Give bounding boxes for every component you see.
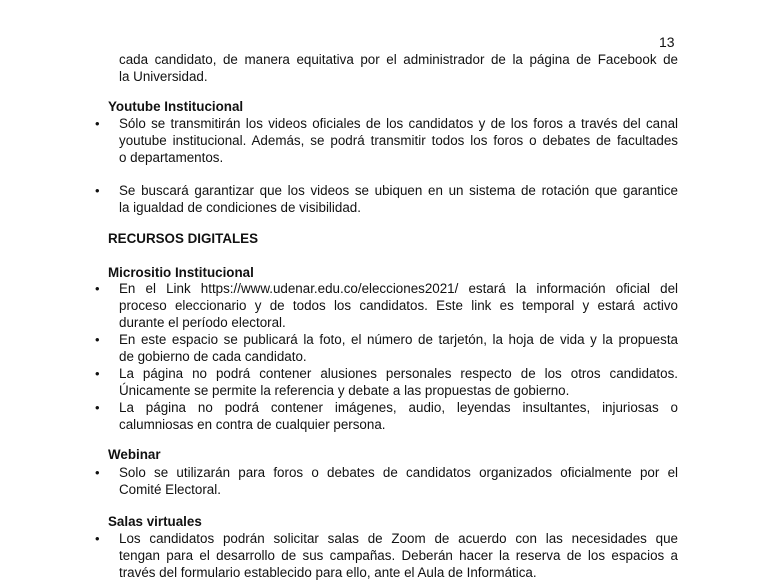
bullet-line: Comité Electoral.: [119, 482, 221, 497]
bullet-line: La página no podrá contener imágenes, audio, leyendas insultantes, injuriosas o: [119, 400, 678, 415]
bullet-icon: •: [95, 332, 100, 347]
bullet-icon: •: [95, 531, 100, 546]
bullet-item: [95, 182, 678, 216]
bullet-item: [95, 365, 678, 399]
section-heading-recursos-digitales: RECURSOS DIGITALES: [108, 231, 259, 246]
bullet-line: tengan para el desarrollo de sus campañas. Deberán hacer la reserva de los espacios a: [119, 548, 678, 563]
bullet-icon: •: [95, 183, 100, 198]
section-heading-micrositio: Micrositio Institucional: [108, 265, 254, 280]
bullet-line: En el Link https://www.udenar.edu.co/elecciones2021/ estará la información oficial del: [119, 281, 678, 296]
bullet-line: En este espacio se publicará la foto, el número de tarjetón, la hoja de vida y la propuesta: [119, 332, 678, 347]
paragraph-line: la Universidad.: [119, 69, 208, 84]
bullet-line: Los candidatos podrán solicitar salas de Zoom de acuerdo con las necesidades que: [119, 531, 678, 546]
bullet-icon: •: [95, 281, 100, 296]
bullet-line: La página no podrá contener alusiones personales respecto de los otros candidatos.: [119, 366, 678, 381]
bullet-line: durante el período electoral.: [119, 315, 286, 330]
bullet-line: de gobierno de cada candidato.: [119, 349, 307, 364]
bullet-line: o departamentos.: [119, 150, 224, 165]
bullet-line: Se buscará garantizar que los videos se ubiquen en un sistema de rotación que garantice: [119, 183, 678, 198]
bullet-item: [95, 464, 678, 498]
page-number: 13: [659, 34, 675, 50]
bullet-icon: •: [95, 465, 100, 480]
bullet-icon: •: [95, 366, 100, 381]
bullet-line: Solo se utilizarán para foros o debates de candidatos organizados oficialmente por el: [119, 465, 678, 480]
section-heading-webinar: Webinar: [108, 447, 161, 462]
bullet-line: proceso eleccionario y de todos los candidatos. Este link es temporal y estará activo: [119, 298, 678, 313]
bullet-line: Únicamente se permite la referencia y debate a las propuestas de gobierno.: [119, 383, 570, 398]
bullet-item: [95, 530, 678, 581]
bullet-line: través del formulario establecido para ello, ante el Aula de Informática.: [119, 565, 537, 580]
bullet-line: la igualdad de condiciones de visibilidad.: [119, 200, 361, 215]
bullet-item: [95, 331, 678, 365]
section-heading-youtube: Youtube Institucional: [108, 99, 244, 114]
paragraph-line: cada candidato, de manera equitativa por el administrador de la página de Facebook de: [119, 52, 678, 67]
bullet-item: [95, 115, 678, 166]
bullet-line: calumniosas en contra de cualquier persona.: [119, 417, 386, 432]
bullet-line: Sólo se transmitirán los videos oficiales de los candidatos y de los foros a través del canal: [119, 116, 678, 131]
bullet-line: youtube institucional. Además, se podrá transmitir todos los foros o debates de facultades: [119, 133, 678, 148]
section-heading-salas-virtuales: Salas virtuales: [108, 514, 202, 529]
bullet-item: [95, 280, 678, 331]
bullet-icon: •: [95, 400, 100, 415]
bullet-item: [95, 399, 678, 433]
intro-paragraph: [119, 51, 678, 85]
bullet-icon: •: [95, 116, 100, 131]
